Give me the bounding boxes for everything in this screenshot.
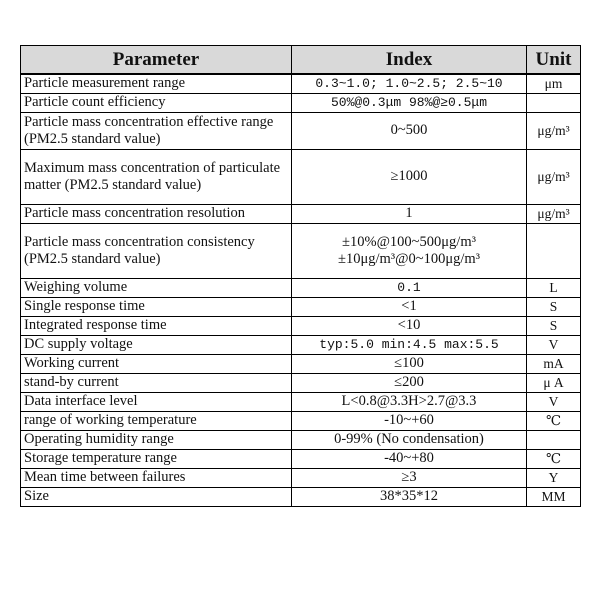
row-index-value: 1: [292, 204, 527, 223]
row-unit: S: [527, 316, 581, 335]
row-index-value: 0.3~1.0; 1.0~2.5; 2.5~10: [292, 74, 527, 93]
table-row: [21, 112, 581, 149]
table-row: [21, 373, 581, 392]
row-unit: Y: [527, 468, 581, 487]
table-row: [21, 223, 581, 278]
table-row: [21, 449, 581, 468]
row-index-value: ≤200: [292, 373, 527, 392]
row-parameter: Particle mass concentration resolution: [21, 204, 292, 223]
row-unit: μ A: [527, 373, 581, 392]
header-index: Index: [292, 46, 527, 75]
row-index-value: -40~+80: [292, 449, 527, 468]
row-index-value: 0~500: [292, 112, 527, 149]
row-index-value: -10~+60: [292, 411, 527, 430]
header-parameter: Parameter: [21, 46, 292, 75]
row-parameter: Size: [21, 487, 292, 506]
row-unit: V: [527, 392, 581, 411]
row-unit: μm: [527, 74, 581, 93]
row-parameter: Integrated response time: [21, 316, 292, 335]
row-unit: μg/m³: [527, 149, 581, 204]
row-unit: mA: [527, 354, 581, 373]
row-parameter: Particle mass concentration consistency (PM2.5 standard value): [21, 223, 292, 278]
table-row: [21, 278, 581, 297]
row-parameter: Particle count efficiency: [21, 93, 292, 112]
row-index-value: ≤100: [292, 354, 527, 373]
row-index-value: <10: [292, 316, 527, 335]
table-row: [21, 468, 581, 487]
table-row: [21, 204, 581, 223]
table-row: [21, 411, 581, 430]
table-row: [21, 354, 581, 373]
row-parameter: Particle measurement range: [21, 74, 292, 93]
row-index-value: 38*35*12: [292, 487, 527, 506]
row-unit: μg/m³: [527, 112, 581, 149]
row-index-value: 0-99% (No condensation): [292, 430, 527, 449]
row-parameter: Operating humidity range: [21, 430, 292, 449]
row-unit: [527, 223, 581, 278]
row-index-value: 0.1: [292, 278, 527, 297]
row-parameter: Mean time between failures: [21, 468, 292, 487]
index-line: ±10%@100~500μg/m³: [342, 233, 476, 250]
row-parameter: Working current: [21, 354, 292, 373]
table-header-row: [21, 46, 581, 75]
table-row: [21, 392, 581, 411]
row-unit: S: [527, 297, 581, 316]
row-index-value: 50%@0.3μm 98%@≥0.5μm: [292, 93, 527, 112]
row-unit: [527, 430, 581, 449]
header-unit: Unit: [527, 46, 581, 75]
table-row: [21, 74, 581, 93]
row-parameter: Particle mass concentration effective range (PM2.5 standard value): [21, 112, 292, 149]
row-unit: L: [527, 278, 581, 297]
index-line: ±10μg/m³@0~100μg/m³: [337, 250, 480, 267]
row-index-value: <1: [292, 297, 527, 316]
table-row: [21, 316, 581, 335]
table-row: [21, 297, 581, 316]
row-unit: [527, 93, 581, 112]
row-index-value: [292, 223, 527, 278]
row-unit: V: [527, 335, 581, 354]
row-unit: ℃: [527, 449, 581, 468]
row-unit: MM: [527, 487, 581, 506]
table-row: [21, 93, 581, 112]
row-parameter: DC supply voltage: [21, 335, 292, 354]
row-parameter: Maximum mass concentration of particulate matter (PM2.5 standard value): [21, 149, 292, 204]
row-unit: ℃: [527, 411, 581, 430]
table-row: [21, 487, 581, 506]
row-parameter: Storage temperature range: [21, 449, 292, 468]
table-row: [21, 335, 581, 354]
row-unit: μg/m³: [527, 204, 581, 223]
table-row: [21, 430, 581, 449]
specification-table: [20, 45, 581, 507]
row-index-value: typ:5.0 min:4.5 max:5.5: [292, 335, 527, 354]
row-index-value: L<0.8@3.3H>2.7@3.3: [292, 392, 527, 411]
row-parameter: Data interface level: [21, 392, 292, 411]
table-row: [21, 149, 581, 204]
row-index-value: ≥1000: [292, 149, 527, 204]
row-parameter: range of working temperature: [21, 411, 292, 430]
row-index-value: ≥3: [292, 468, 527, 487]
row-parameter: Weighing volume: [21, 278, 292, 297]
row-parameter: Single response time: [21, 297, 292, 316]
row-parameter: stand-by current: [21, 373, 292, 392]
